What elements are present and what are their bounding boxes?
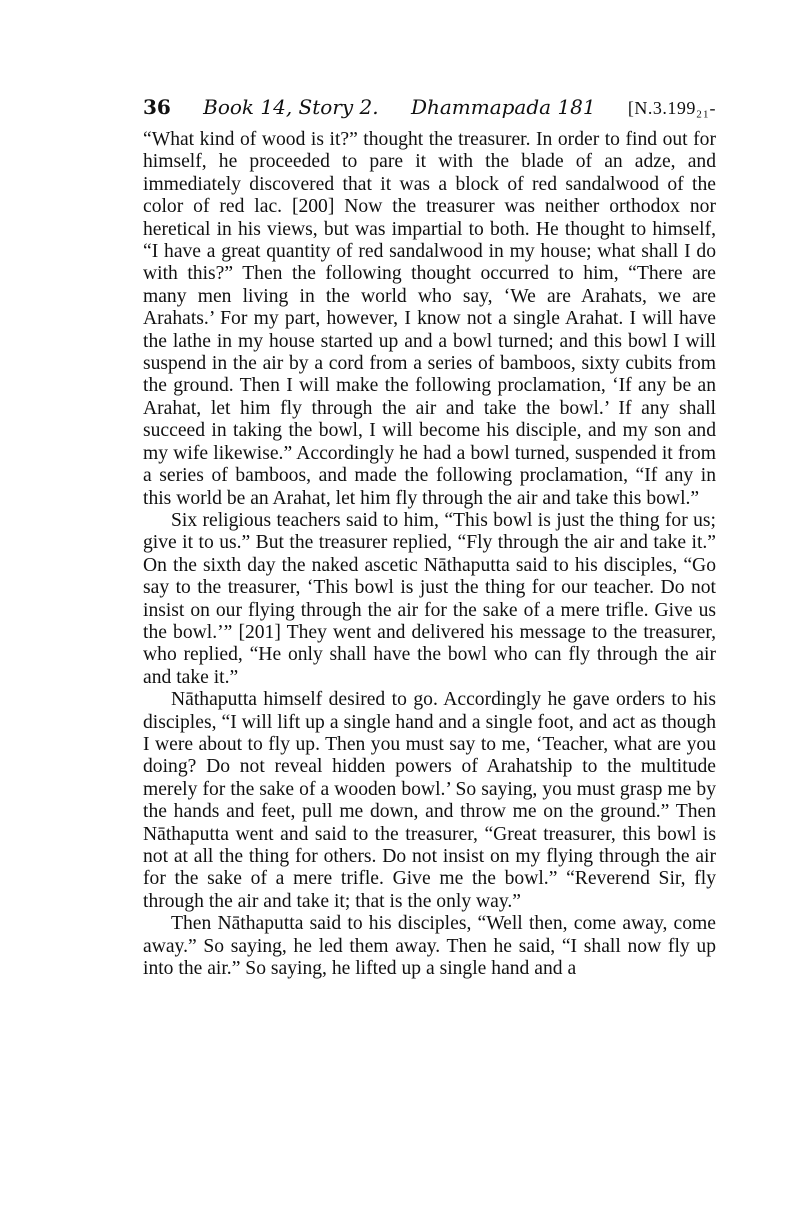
body-text: [143, 129, 716, 980]
source-reference: [N.3.199₂₁-: [627, 98, 716, 118]
paragraph: Then Nāthaputta said to his disciples, “Well then, come away, come away.” So saying, he led them away. Then he said, “I shall now fly up into the air.” So saying, he lifted up a single hand and a: [143, 913, 716, 980]
document-page: [143, 94, 716, 980]
paragraph: “What kind of wood is it?” thought the treasurer. In order to find out for himself, he proceeded to pare it with the blade of an adze, and immediately discovered that it was a block of red sandalwood of the color of red lac. [200] Now the treasurer was neither orthodox nor heretical in his views, but was impartial to both. He thought to himself, “I have a great quantity of red sandalwood in my house; what shall I do with this?” Then the following thought occurred to him, “There are many men living in the world who say, ‘We are Arahats, we are Arahats.’ For my part, however, I know not a single Arahat. I will have the lathe in my house started up and a bowl turned; and this bowl I will suspend in the air by a cord from a series of bamboos, sixty cubits from the ground. Then I will make the following proclamation, ‘If any be an Arahat, let him fly through the air and take the bowl.’ If any shall succeed in taking the bowl, I will become his disciple, and my son and my wife likewise.” Accordingly he had a bowl turned, suspended it from a series of bamboos, and made the following proclamation, “If any in this world be an Arahat, let him fly through the air and take this bowl.”: [143, 129, 716, 509]
book-story-title: Book 14, Story 2.: [203, 95, 379, 119]
verse-title: Dhammapada 181: [410, 95, 596, 119]
paragraph: Six religious teachers said to him, “This bowl is just the thing for us; give it to us.” But the treasurer replied, “Fly through the air and take it.” On the sixth day the naked ascetic Nāthaputta said to his disciples, “Go say to the treasurer, ‘This bowl is just the thing for our teacher. Do not insist on our flying through the air for the sake of a mere trifle. Give us the bowl.’” [201] They went and delivered his message to the treasurer, who replied, “He only shall have the bowl who can fly through the air and take it.”: [143, 509, 716, 688]
page-number: 36: [143, 95, 171, 119]
running-header: [143, 94, 716, 121]
paragraph: Nāthaputta himself desired to go. Accordingly he gave orders to his disciples, “I will lift up a single hand and a single foot, and act as though I were about to fly up. Then you must say to me, ‘Teacher, what are you doing? Do not reveal hidden powers of Arahatship to the multitude merely for the sake of a wooden bowl.’ So saying, you must grasp me by the hands and feet, pull me down, and throw me on the ground.” Then Nāthaputta went and said to the treasurer, “Great treasurer, this bowl is not at all the thing for others. Do not insist on my flying through the air for the sake of a mere trifle. Give me the bowl.” “Reverend Sir, fly through the air and take it; that is the only way.”: [143, 689, 716, 912]
